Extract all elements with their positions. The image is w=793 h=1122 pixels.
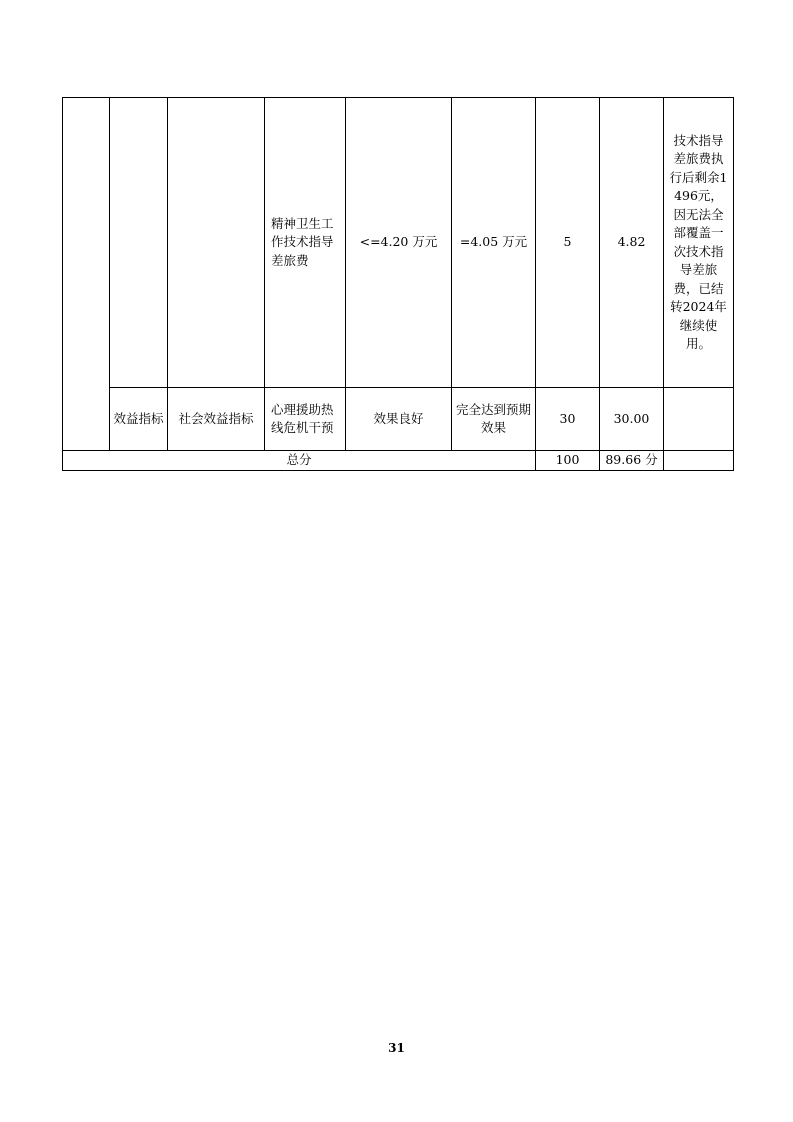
cell-total-note [664, 451, 734, 471]
cell-indicator-travel: 精神卫生工作技术指导差旅费 [265, 98, 346, 388]
cell-actual-benefit: 完全达到预期效果 [452, 388, 536, 451]
cell-note-travel: 技术指导差旅费执行后剩余1496元，因无法全部覆盖一次技术指导差旅费，已结转2024年继续使用。 [664, 98, 734, 388]
cell-score-benefit: 30.00 [600, 388, 664, 451]
cell-weight-travel: 5 [536, 98, 600, 388]
cell-level1-blank [110, 98, 168, 388]
cell-level2-benefit: 社会效益指标 [168, 388, 265, 451]
table-row-benefit [63, 388, 734, 451]
cell-total-score: 89.66 分 [600, 451, 664, 471]
cell-weight-benefit: 30 [536, 388, 600, 451]
cell-score-travel: 4.82 [600, 98, 664, 388]
cell-total-weight: 100 [536, 451, 600, 471]
performance-table [62, 97, 734, 471]
cell-note-benefit [664, 388, 734, 451]
cell-total-label: 总分 [63, 451, 536, 471]
cell-actual-travel: =4.05 万元 [452, 98, 536, 388]
cell-level0-blank [63, 98, 110, 451]
cell-indicator-benefit: 心理援助热线危机干预 [265, 388, 346, 451]
cell-level1-benefit: 效益指标 [110, 388, 168, 451]
cell-target-travel: <=4.20 万元 [346, 98, 452, 388]
page-number: 31 [388, 1041, 405, 1055]
table-row-total [63, 451, 734, 471]
table-row-travel [63, 98, 734, 388]
cell-target-benefit: 效果良好 [346, 388, 452, 451]
cell-level2-blank [168, 98, 265, 388]
